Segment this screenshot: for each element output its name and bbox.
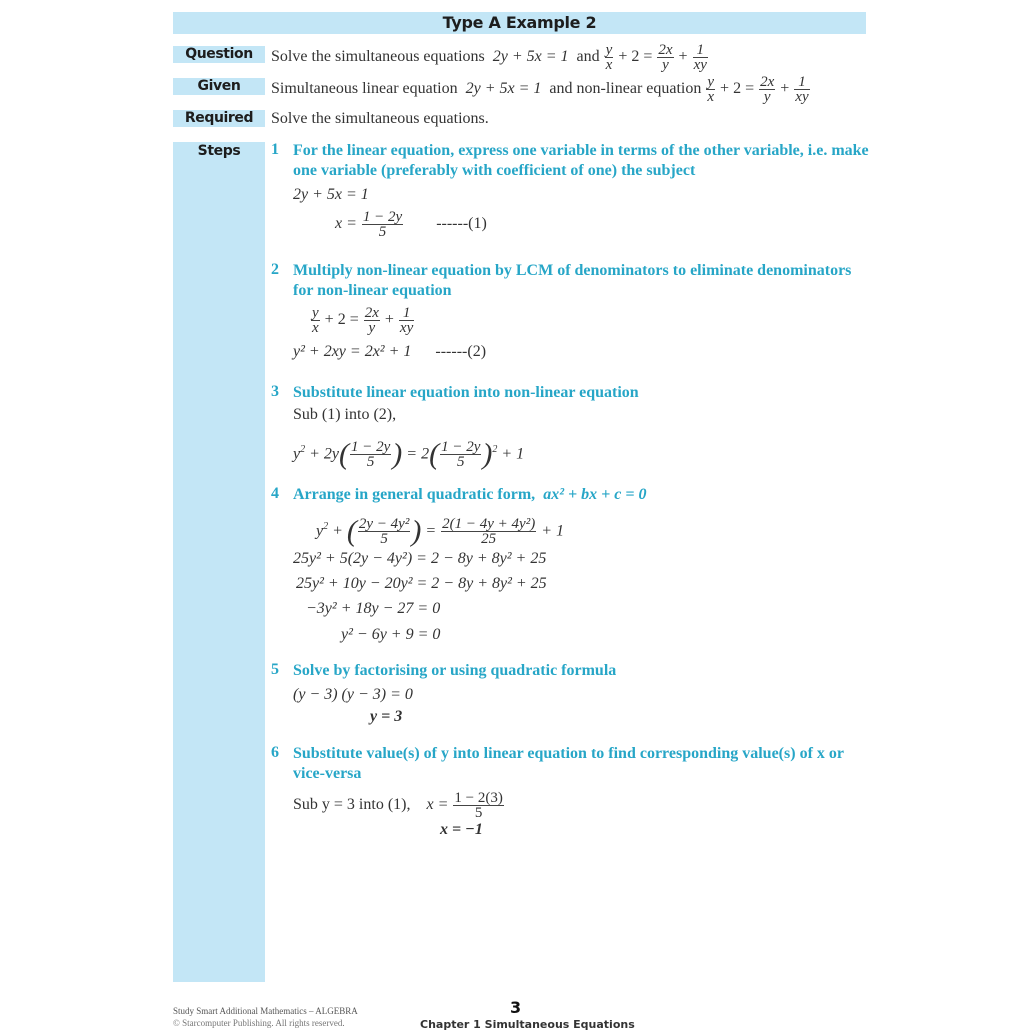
quadratic-form: ax² + bx + c = 0 [543, 486, 647, 503]
required-label: Required [173, 110, 265, 127]
linear-equation: 2y + 5x = 1 [492, 48, 569, 66]
equation-tag: ------(1) [436, 215, 487, 233]
equation-line: −3y² + 18y − 27 = 0 [306, 600, 441, 617]
linear-equation: 2y + 5x = 1 [465, 80, 542, 98]
step-title: Solve by factorising or using quadratic formula [293, 662, 617, 679]
result-x: x = −1 [440, 821, 483, 838]
step-title: Substitute linear equation into non-linear equation [293, 384, 639, 401]
step-number: 2 [271, 261, 279, 278]
fraction: $\frac{1}{xy}$ [693, 42, 707, 73]
fraction: $\frac{2x}{y}$ [760, 74, 775, 105]
fraction: $\frac{1}{xy}$ [795, 74, 809, 105]
equation-line: x = $\frac{1 - 2y}{5}$ ------(1) [335, 209, 487, 240]
step-number: 1 [271, 141, 279, 158]
equation-line: $y^2 + 2y$( $\frac{1 - 2y}{5}$ ) = 2( $\frac{1 - 2y}{5}$ )$^2$ + 1 [293, 437, 525, 471]
equation-line: $y^2$ + ( $\frac{\text{2y − 4y²}}{5}$ ) = $\frac{\text{2(1 − 4y + 4y²)}}{25}$ + 1 [316, 514, 564, 548]
equation-line: 25y² + 10y − 20y² = 2 − 8y + 8y² + 25 [296, 575, 547, 592]
equation-line: y² − 6y + 9 = 0 [341, 626, 441, 643]
equation-line: 25y² + 5(2y − 4y²) = 2 − 8y + 8y² + 25 [293, 550, 547, 567]
copyright: © Starcomputer Publishing. All rights reserved. [173, 1018, 345, 1028]
step-number: 4 [271, 485, 279, 502]
step-number: 3 [271, 383, 279, 400]
equation-tag: ------(2) [435, 343, 487, 360]
result-y: y = 3 [370, 708, 403, 725]
fraction: $\frac{y}{x}$ [707, 74, 715, 105]
question-text: Solve the simultaneous equations 2y + 5x = 1 and $\frac{y}{x}$ + 2 = $\frac{2x}{y}$ + $\frac{1}{xy}$ [271, 42, 707, 73]
given-label: Given [173, 78, 265, 95]
step-title: Substitute value(s) of y into linear equation to find corresponding value(s) of x or vice-versa [293, 745, 844, 782]
step-number: 6 [271, 744, 279, 761]
steps-label: Steps [197, 143, 241, 159]
fraction: $\frac{y}{x}$ [605, 42, 613, 73]
equation-line: 2y + 5x = 1 [293, 186, 369, 203]
question-label: Question [173, 46, 265, 63]
step-title: For the linear equation, express one variable in terms of the other variable, i.e. make one variable (preferably with coefficient of one) the subject [293, 142, 869, 179]
chapter-title: Chapter 1 Simultaneous Equations [420, 1018, 635, 1031]
steps-column [173, 142, 265, 982]
required-text: Solve the simultaneous equations. [271, 110, 489, 127]
step-title: Multiply non-linear equation by LCM of denominators to eliminate denominators for non-linear equation [293, 262, 852, 299]
step-number: 5 [271, 661, 279, 678]
equation-line: Sub (1) into (2), [293, 406, 397, 423]
page-number: 3 [510, 998, 522, 1017]
book-title: Study Smart Additional Mathematics – ALGEBRA [173, 1006, 358, 1016]
equation-line: $\frac{y}{x}$ + 2 = $\frac{2x}{y}$ + $\frac{1}{xy}$ [312, 305, 414, 336]
equation-line: Sub y = 3 into (1), x = $\frac{1 - 2(3)}{5}$ [293, 790, 503, 821]
question-prompt: Solve the simultaneous equations [271, 48, 485, 66]
fraction: $\frac{2x}{y}$ [658, 42, 673, 73]
example-title: Type A Example 2 [173, 12, 866, 34]
and-word: and [576, 48, 600, 66]
step-title: Arrange in general quadratic form, ax² + bx + c = 0 [293, 486, 647, 503]
given-text: Simultaneous linear equation 2y + 5x = 1 and non-linear equation $\frac{y}{x}$ + 2 = $\frac{2x}{y}$ + $\frac{1}{xy}$ [271, 74, 809, 105]
equation-line: (y − 3) (y − 3) = 0 [293, 686, 413, 703]
equation-line: y² + 2xy = 2x² + 1 ------(2) [293, 343, 487, 360]
